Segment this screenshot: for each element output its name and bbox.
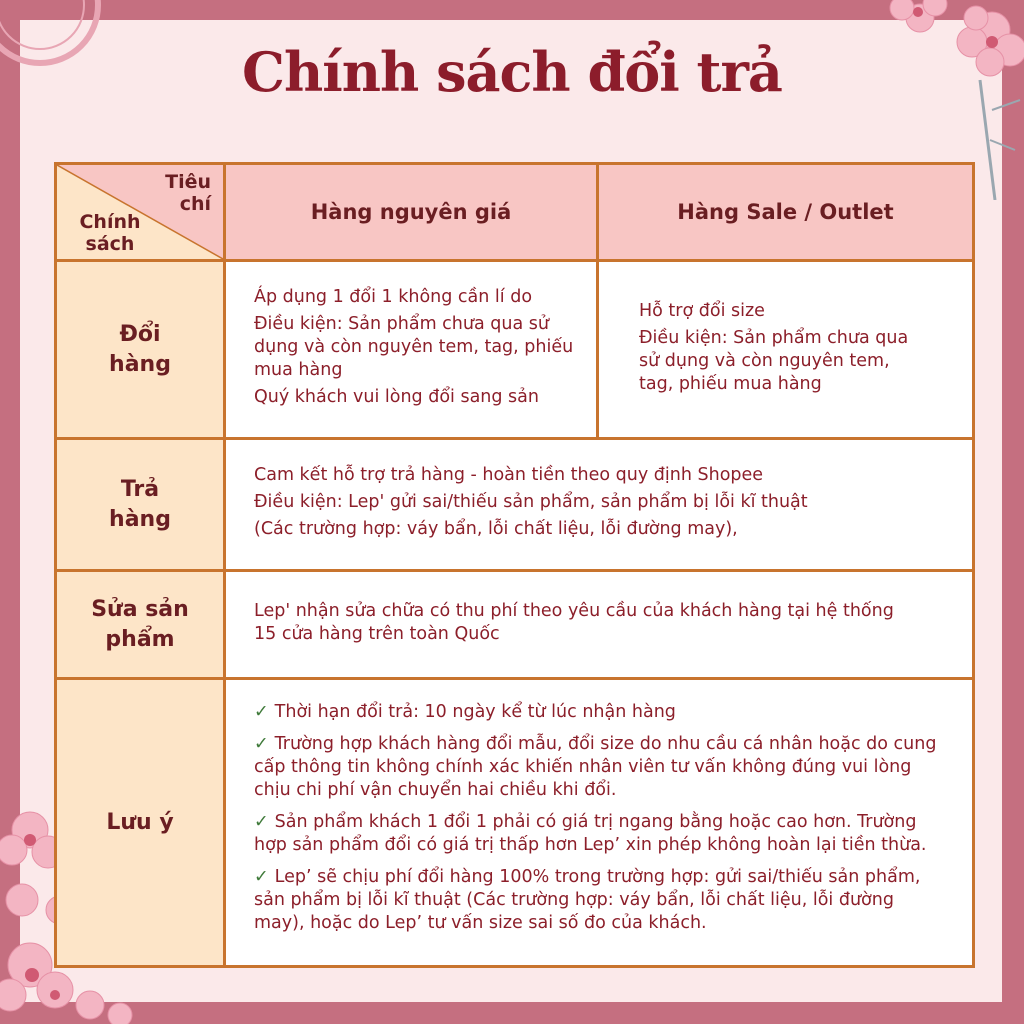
- row-label-notes: Lưu ý: [56, 679, 225, 967]
- return-line: Điều kiện: Lep' gửi sai/thiếu sản phẩm, sản phẩm bị lỗi kĩ thuật: [254, 492, 808, 512]
- repair-cell: [225, 571, 974, 679]
- row-label-exchange-line2: hàng: [109, 351, 171, 377]
- column-header-full-price: Hàng nguyên giá: [225, 164, 598, 261]
- exchange-full-price-line: Điều kiện: Sản phẩm chưa qua sử dụng và còn nguyên tem, tag, phiếu mua hàng: [254, 314, 574, 380]
- page-title: Chính sách đổi trả: [242, 40, 782, 104]
- checkmark-icon: ✓: [254, 812, 269, 832]
- exchange-full-price-line: Quý khách vui lòng đổi sang sản: [254, 387, 539, 407]
- row-label-return-line1: Trả: [120, 476, 160, 502]
- exchange-sale-line: Điều kiện: Sản phẩm chưa qua sử dụng và còn nguyên tem, tag, phiếu mua hàng: [639, 327, 909, 394]
- policy-label-line2: sách: [85, 233, 135, 255]
- table-row-exchange: [56, 261, 974, 439]
- corner-header-cell: [56, 164, 225, 261]
- note-text: Trường hợp khách hàng đổi mẫu, đổi size do nhu cầu cá nhân hoặc do cung cấp thông tin không chính xác khiến nhân viên tư vấn không đúng vui lòng chịu chi phí vận chuyển hai chiều khi đổi.: [254, 734, 937, 800]
- table-header-row: [56, 164, 974, 261]
- row-label-exchange-line1: Đổi: [119, 321, 161, 347]
- note-item: [254, 866, 950, 935]
- note-item: [254, 811, 950, 857]
- exchange-full-price-line: Áp dụng 1 đổi 1 không cần lí do: [254, 287, 533, 307]
- notes-cell: [225, 679, 974, 967]
- return-line: Cam kết hỗ trợ trả hàng - hoàn tiền theo quy định Shopee: [254, 465, 764, 485]
- checkmark-icon: ✓: [254, 867, 269, 887]
- checkmark-icon: ✓: [254, 702, 269, 722]
- repair-line: Lep' nhận sửa chữa có thu phí theo yêu cầu của khách hàng tại hệ thống 15 cửa hàng trên toàn Quốc: [254, 600, 894, 644]
- policy-label: [65, 211, 155, 255]
- table-row-return: [56, 439, 974, 571]
- policy-label-line1: Chính: [79, 211, 141, 233]
- row-label-return: [56, 439, 225, 571]
- criteria-label: [151, 171, 211, 215]
- table-row-notes: [56, 679, 974, 967]
- exchange-full-price-cell: [225, 261, 598, 439]
- row-label-repair-line1: Sửa sản: [91, 596, 189, 622]
- table-row-repair: [56, 571, 974, 679]
- row-label-return-line2: hàng: [109, 506, 171, 532]
- column-header-sale-outlet: Hàng Sale / Outlet: [598, 164, 974, 261]
- note-text: Lep’ sẽ chịu phí đổi hàng 100% trong trường hợp: gửi sai/thiếu sản phẩm, sản phẩm bị lỗi kĩ thuật (Các trường hợp: váy bẩn, lỗi chất liệu, lỗi đường may), hoặc do Lep’ tư vấn size sai số đo của khách.: [254, 867, 921, 933]
- note-text: Sản phẩm khách 1 đổi 1 phải có giá trị ngang bằng hoặc cao hơn. Trường hợp sản phẩm đổi có giá trị thấp hơn Lep’ xin phép không hoàn lại tiền thừa.: [254, 812, 927, 855]
- criteria-label-line1: Tiêu: [165, 171, 211, 193]
- exchange-sale-line: Hỗ trợ đổi size: [639, 300, 765, 321]
- criteria-label-line2: chí: [179, 193, 211, 215]
- row-label-exchange: [56, 261, 225, 439]
- note-text: Thời hạn đổi trả: 10 ngày kể từ lúc nhận hàng: [274, 702, 676, 722]
- return-cell: [225, 439, 974, 571]
- exchange-sale-cell: [598, 261, 974, 439]
- row-label-repair: [56, 571, 225, 679]
- checkmark-icon: ✓: [254, 734, 269, 754]
- note-item: [254, 733, 950, 802]
- note-item: [254, 701, 950, 724]
- row-label-repair-line2: phẩm: [105, 626, 175, 652]
- return-line: (Các trường hợp: váy bẩn, lỗi chất liệu, lỗi đường may),: [254, 519, 738, 539]
- return-policy-table: [54, 162, 975, 968]
